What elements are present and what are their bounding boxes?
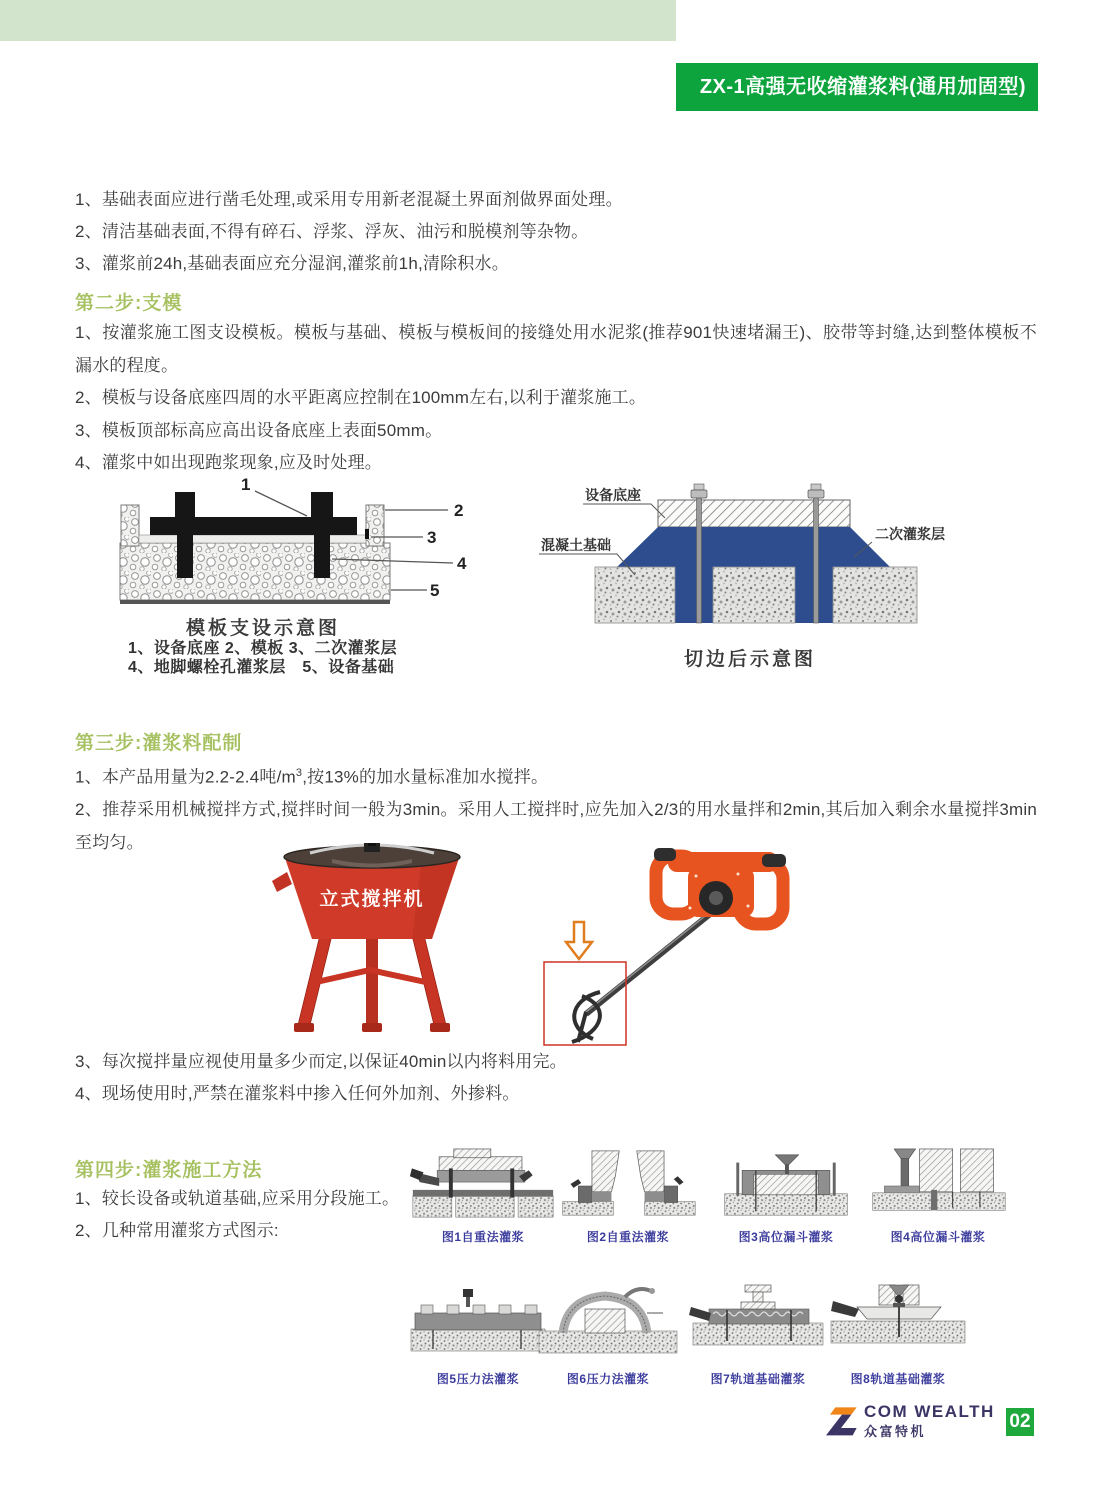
figure-8 [823, 1279, 973, 1387]
step1-item-2: 2、清洁基础表面,不得有碎石、浮浆、浮灰、油污和脱模剂等杂物。 [75, 222, 589, 241]
callout-5: 5 [430, 581, 440, 600]
step2-item-1: 1、按灌浆施工图支设模板。模板与基础、模板与模板间的接缝处用水泥浆(推荐901快速堵漏王)、胶带等封缝,达到整体模板不漏水的程度。 [75, 323, 1037, 375]
step2-item-2: 2、模板与设备底座四周的水平距离应控制在100mm左右,以利于灌浆施工。 [75, 388, 647, 407]
step2-item-4: 4、灌浆中如出现跑浆现象,应及时处理。 [75, 453, 382, 472]
figure-3 [711, 1147, 861, 1245]
header-bar [0, 0, 676, 41]
step3-item-1-prefix: 1、本产品用量为2.2-2.4吨/m [75, 767, 296, 787]
figure-7-caption: 图7轨道基础灌浆 [710, 1372, 806, 1386]
callout-3: 3 [427, 528, 437, 547]
figure-2-caption: 图2自重法灌浆 [586, 1230, 670, 1244]
step1-text-block [75, 184, 623, 280]
figure-6-caption: 图6压力法灌浆 [566, 1372, 650, 1386]
handheld-mixer-image [538, 842, 798, 1048]
page-title: ZX-1高强无收缩灌浆料(通用加固型) [699, 76, 1026, 98]
step2-item-3: 3、模板顶部标高应高出设备底座上表面50mm。 [75, 420, 443, 440]
cutedge-diagram-caption: 切边后示意图 [683, 649, 816, 670]
step1-item-3: 3、灌浆前24h,基础表面应充分湿润,灌浆前1h,清除积水。 [75, 254, 509, 273]
step4-item-2: 2、几种常用灌浆方式图示: [75, 1221, 279, 1240]
figure-3-art [711, 1147, 861, 1223]
figure-8-caption: 图8轨道基础灌浆 [850, 1372, 946, 1386]
figure-6 [533, 1279, 683, 1387]
figure-1 [408, 1147, 558, 1245]
step3-item-4: 4、现场使用时,严禁在灌浆料中掺入任何外加剂、外掺料。 [75, 1084, 520, 1103]
figure-5-art [403, 1279, 553, 1365]
step3-item-1 [75, 757, 1037, 794]
formwork-diagram-legend [128, 639, 397, 677]
figure-7-art [683, 1279, 833, 1365]
figure-5 [403, 1279, 553, 1387]
figure-1-art [408, 1147, 558, 1223]
step4-text-block [75, 1183, 399, 1247]
legend-line-2: 4、地脚螺栓孔灌浆层 5、设备基础 [128, 659, 395, 676]
company-logo-icon [826, 1406, 858, 1438]
figure-4 [863, 1147, 1013, 1245]
figure-2-art [553, 1147, 703, 1223]
step3-item-2: 2、推荐采用机械搅拌方式,搅拌时间一般为3min。采用人工搅拌时,应先加入2/3的用水量拌和2min,其后加入剩余水量搅拌3min至均匀。 [75, 800, 1037, 852]
formwork-diagram [85, 463, 505, 677]
figure-1-caption: 图1自重法灌浆 [441, 1230, 525, 1244]
formwork-diagram-caption: 模板支设示意图 [185, 618, 340, 639]
header-title-bar [676, 63, 1038, 111]
cutedge-diagram-art [525, 462, 1005, 627]
figure-2 [553, 1147, 703, 1245]
vertical-mixer-label: 立式搅拌机 [319, 889, 425, 910]
step1-item-1: 1、基础表面应进行凿毛处理,或采用专用新老混凝土界面剂做界面处理。 [75, 190, 623, 209]
callout-2: 2 [454, 501, 464, 520]
figure-4-art [863, 1147, 1013, 1223]
legend-line-1: 1、设备底座 2、模板 3、二次灌浆层 [128, 640, 398, 657]
callout-4: 4 [457, 554, 467, 573]
label-equipment-base: 设备底座 [585, 487, 641, 503]
step2-heading: 第二步:支模 [75, 293, 183, 314]
vertical-mixer-image [272, 843, 472, 1043]
callout-1: 1 [241, 475, 251, 494]
cubic-meter-sup: 3 [295, 767, 303, 779]
figure-6-art [533, 1279, 683, 1365]
step3-text-block-2 [75, 1046, 567, 1110]
figure-3-caption: 图3高位漏斗灌浆 [738, 1230, 834, 1244]
cutedge-diagram [525, 462, 1005, 672]
step3-heading: 第三步:灌浆料配制 [75, 733, 243, 754]
page-number-badge: 02 [1006, 1408, 1034, 1436]
step4-heading: 第四步:灌浆施工方法 [75, 1160, 263, 1181]
figure-4-caption: 图4高位漏斗灌浆 [890, 1230, 986, 1244]
company-logo-subtext: 众富特机 [864, 1424, 927, 1439]
figure-8-art [823, 1279, 973, 1365]
company-logo-text: COM WEALTH [864, 1402, 995, 1421]
label-secondary-grout: 二次灌浆层 [875, 526, 945, 542]
step4-item-1: 1、较长设备或轨道基础,应采用分段施工。 [75, 1189, 400, 1208]
grouting-figures-grid [393, 1147, 1033, 1395]
label-concrete-foundation: 混凝土基础 [541, 537, 611, 553]
step3-item-3: 3、每次搅拌量应视使用量多少而定,以保证40min以内将料用完。 [75, 1052, 567, 1071]
figure-5-caption: 图5压力法灌浆 [436, 1372, 520, 1386]
figure-7 [683, 1279, 833, 1387]
step3-item-1-suffix: ,按13%的加水量标准加水搅拌。 [302, 767, 549, 787]
formwork-diagram-art [85, 463, 505, 613]
step2-text-block [75, 317, 1037, 480]
